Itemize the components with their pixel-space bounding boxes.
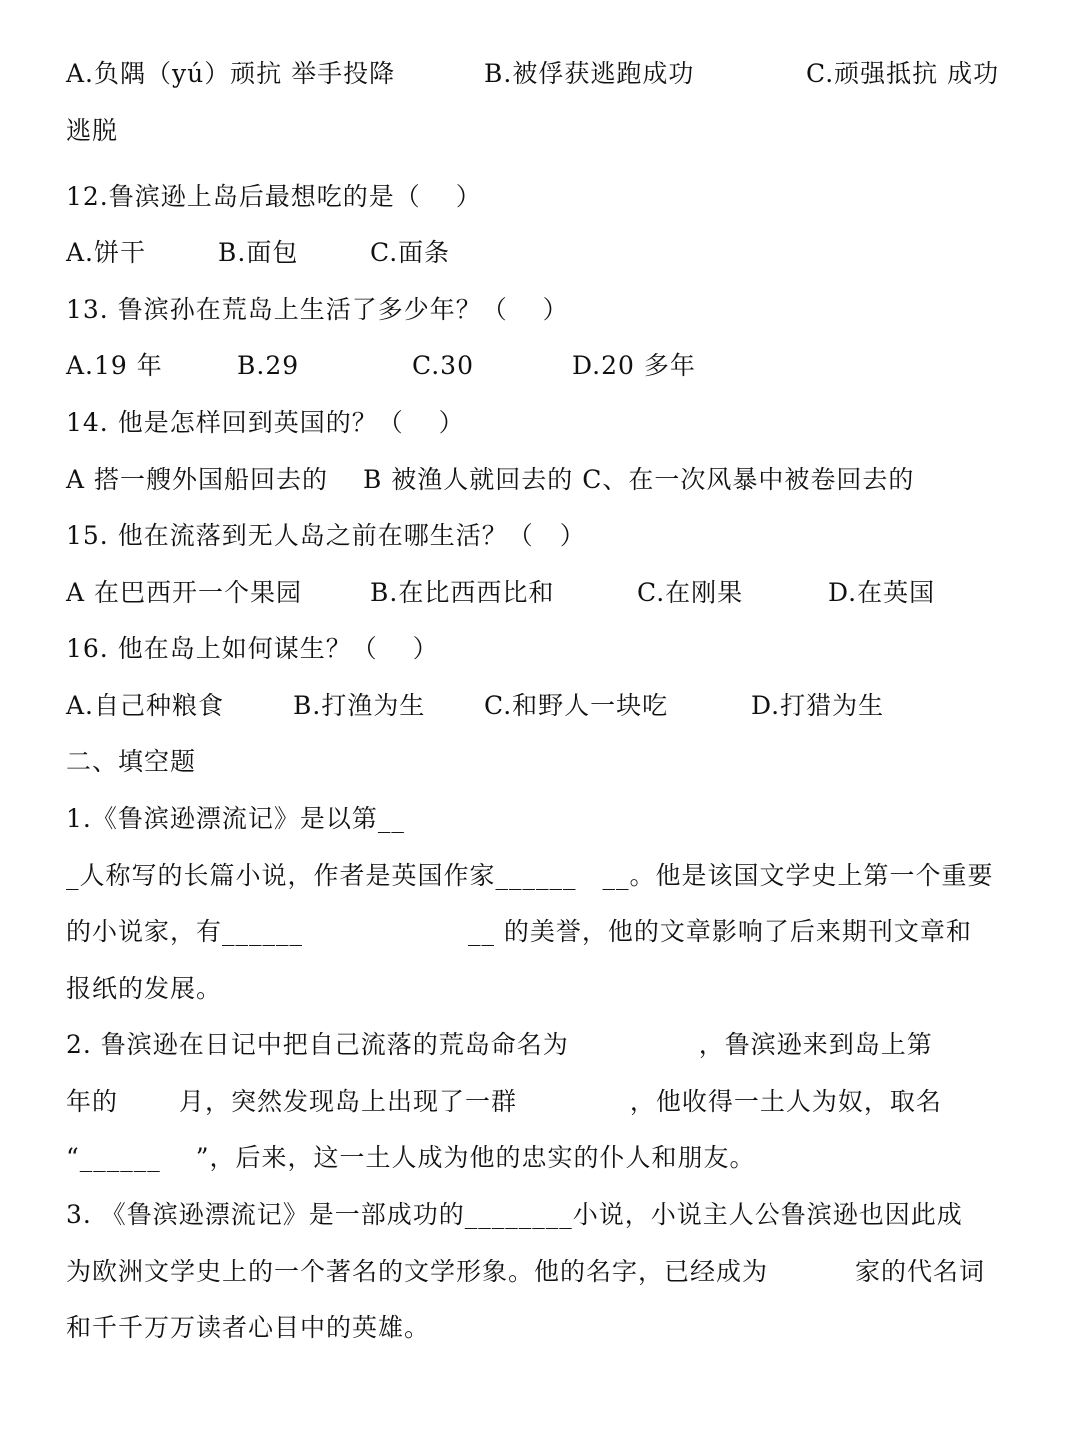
q15-question: 15. 他在流落到无人岛之前在哪生活？（ ）	[66, 521, 586, 550]
fill3-line2: 为欧洲文学史上的一个著名的文学形象。他的名字，已经成为 家的代名词	[66, 1257, 985, 1286]
q16-question: 16. 他在岛上如何谋生？（ ）	[66, 634, 439, 663]
q12-option-a: A.饼干	[66, 238, 147, 267]
q16-option-a: A.自己种粮食	[66, 691, 225, 720]
q13-option-d: D.20 多年	[572, 351, 696, 380]
q15-option-c: C.在刚果	[637, 578, 744, 607]
q15-option-d: D.在英国	[828, 578, 936, 607]
q16-option-c: C.和野人一块吃	[484, 691, 669, 720]
q16-option-b: B.打渔为生	[293, 691, 426, 720]
q16-option-d: D.打猎为生	[751, 691, 885, 720]
fill2-line1: 2. 鲁滨逊在日记中把自己流落的荒岛命名为 ，鲁滨逊来到岛上第	[66, 1030, 933, 1059]
q15-option-a: A 在巴西开一个果园	[66, 578, 303, 607]
fill3-line3: 和千千万万读者心目中的英雄。	[66, 1313, 431, 1342]
q11-option-c: C.顽强抵抗 成功	[806, 59, 1000, 88]
fill2-line2: 年的 月，突然发现岛上出现了一群 ，他收得一土人为奴，取名	[66, 1087, 942, 1116]
fill1-line2: _人称写的长篇小说，作者是英国作家______ __。他是该国文学史上第一个重要	[66, 861, 994, 890]
q13-option-b: B.29	[237, 351, 300, 380]
fill2-line3: “______ ”，后来，这一土人成为他的忠实的仆人和朋友。	[66, 1143, 756, 1172]
q11-option-b: B.被俘获逃跑成功	[484, 59, 695, 88]
section-title: 二、填空题	[66, 747, 197, 776]
q12-option-c: C.面条	[370, 238, 451, 267]
fill1-line1: 1.《鲁滨逊漂流记》是以第__	[66, 804, 405, 833]
fill1-line4: 报纸的发展。	[66, 974, 223, 1003]
q11-option-c-continued: 逃脱	[66, 116, 119, 145]
q13-question: 13. 鲁滨孙在荒岛上生活了多少年？（ ）	[66, 295, 569, 324]
fill3-line1: 3. 《鲁滨逊漂流记》是一部成功的________小说，小说主人公鲁滨逊也因此成	[66, 1200, 963, 1229]
q14-options: A 搭一艘外国船回去的 B 被渔人就回去的 C、在一次风暴中被卷回去的	[66, 465, 915, 494]
q12-question: 12.鲁滨逊上岛后最想吃的是（ ）	[66, 182, 482, 211]
q13-option-c: C.30	[412, 351, 474, 380]
q13-option-a: A.19 年	[66, 351, 163, 380]
q14-question: 14. 他是怎样回到英国的？（ ）	[66, 408, 465, 437]
q12-option-b: B.面包	[218, 238, 299, 267]
q11-option-a: A.负隅（yú）顽抗 举手投降	[66, 59, 396, 88]
fill1-line3: 的小说家，有______ __ 的美誉，他的文章影响了后来期刊文章和	[66, 917, 972, 946]
q15-option-b: B.在比西西比和	[370, 578, 555, 607]
